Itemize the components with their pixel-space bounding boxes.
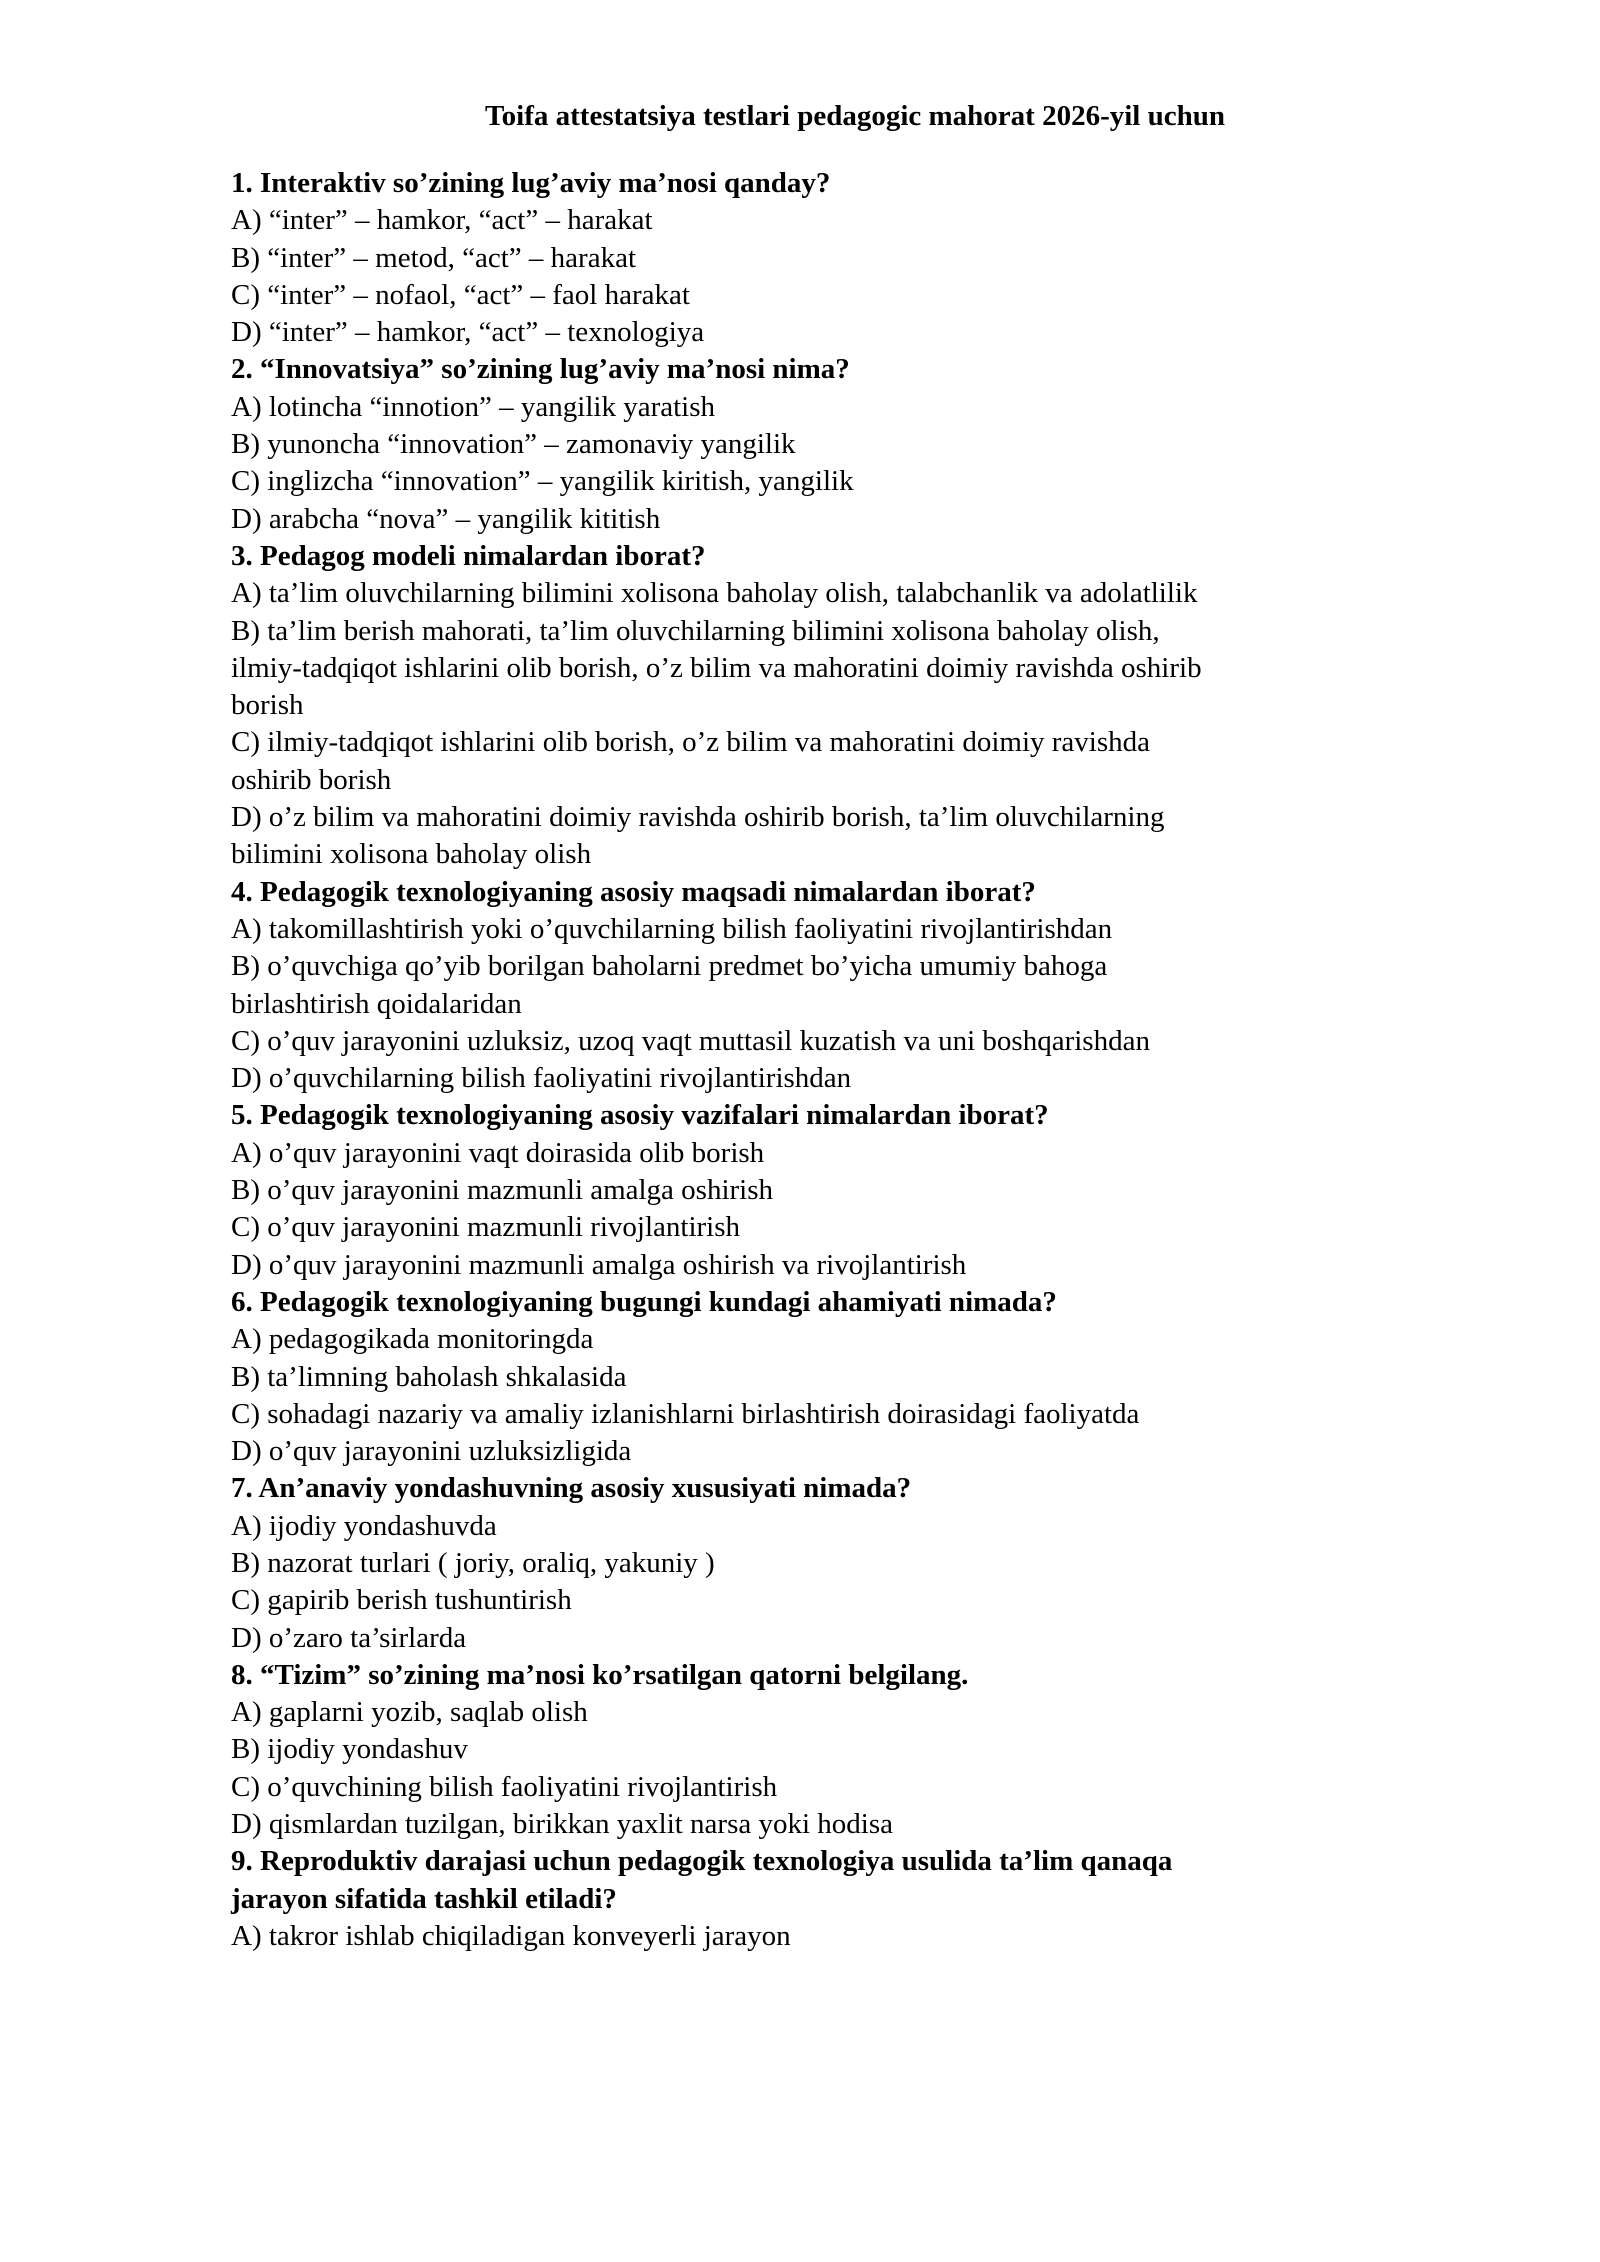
question-list xyxy=(231,165,1231,1955)
question-1 xyxy=(231,165,1231,351)
answer-option-a: A) lotincha “innotion” – yangilik yaratish xyxy=(231,390,716,423)
answer-option-b: B) ijodiy yondashuv xyxy=(231,1733,468,1766)
answer-option-d: D) o’z bilim va mahoratini doimiy ravishda oshirib borish, ta’lim oluvchilarning bilimini xolisona baholay olish xyxy=(231,801,1165,871)
question-9 xyxy=(231,1843,1231,1955)
answer-option-a: A) gaplarni yozib, saqlab olish xyxy=(231,1696,588,1729)
answer-option-a: A) ijodiy yondashuvda xyxy=(231,1509,497,1542)
answer-option-a: A) o’quv jarayonini vaqt doirasida olib borish xyxy=(231,1136,765,1169)
question-text: 5. Pedagogik texnologiyaning asosiy vazifalari nimalardan iborat? xyxy=(231,1099,1049,1132)
answer-option-d: D) qismlardan tuzilgan, birikkan yaxlit narsa yoki hodisa xyxy=(231,1808,894,1841)
question-8 xyxy=(231,1657,1231,1843)
answer-option-c: C) o’quv jarayonini mazmunli rivojlantirish xyxy=(231,1211,741,1244)
answer-option-c: C) sohadagi nazariy va amaliy izlanishlarni birlashtirish doirasidagi faoliyatda xyxy=(231,1397,1140,1430)
answer-option-d: D) o’quv jarayonini mazmunli amalga oshirish va rivojlantirish xyxy=(231,1248,967,1281)
question-7 xyxy=(231,1470,1231,1656)
question-text: 9. Reproduktiv darajasi uchun pedagogik texnologiya usulida ta’lim qanaqa jarayon sifatida tashkil etiladi? xyxy=(231,1845,1173,1915)
answer-option-d: D) o’quv jarayonini uzluksizligida xyxy=(231,1435,632,1468)
question-5 xyxy=(231,1097,1231,1283)
answer-option-a: A) takror ishlab chiqiladigan konveyerli jarayon xyxy=(231,1919,791,1952)
question-text: 4. Pedagogik texnologiyaning asosiy maqsadi nimalardan iborat? xyxy=(231,875,1036,908)
answer-option-b: B) o’quv jarayonini mazmunli amalga oshirish xyxy=(231,1174,774,1207)
answer-option-b: B) nazorat turlari ( joriy, oraliq, yakuniy ) xyxy=(231,1546,715,1579)
question-text: 6. Pedagogik texnologiyaning bugungi kundagi ahamiyati nimada? xyxy=(231,1285,1057,1318)
answer-option-d: D) o’zaro ta’sirlarda xyxy=(231,1621,467,1654)
answer-option-a: A) pedagogikada monitoringda xyxy=(231,1323,594,1356)
answer-option-d: D) “inter” – hamkor, “act” – texnologiya xyxy=(231,316,705,349)
question-4 xyxy=(231,874,1231,1098)
question-3 xyxy=(231,538,1231,874)
question-text: 1. Interaktiv so’zining lug’aviy ma’nosi qanday? xyxy=(231,167,831,199)
answer-option-a: A) “inter” – hamkor, “act” – harakat xyxy=(231,204,653,237)
answer-option-c: C) ilmiy-tadqiqot ishlarini olib borish, o’z bilim va mahoratini doimiy ravishda oshirib borish xyxy=(231,726,1151,796)
answer-option-b: B) “inter” – metod, “act” – harakat xyxy=(231,241,636,274)
answer-option-c: C) inglizcha “innovation” – yangilik kiritish, yangilik xyxy=(231,465,854,498)
question-text: 3. Pedagog modeli nimalardan iborat? xyxy=(231,539,706,572)
question-6 xyxy=(231,1284,1231,1470)
question-text: 8. “Tizim” so’zining ma’nosi ko’rsatilgan qatorni belgilang. xyxy=(231,1658,969,1691)
answer-option-b: B) ta’lim berish mahorati, ta’lim oluvchilarning bilimini xolisona baholay olish, ilmiy-tadqiqot ishlarini olib borish, o’z bilim va mahoratini doimiy ravishda oshirib borish xyxy=(231,614,1202,722)
answer-option-a: A) takomillashtirish yoki o’quvchilarning bilish faoliyatini rivojlantirishdan xyxy=(231,912,1113,945)
answer-option-b: B) ta’limning baholash shkalasida xyxy=(231,1360,627,1393)
document-title: Toifa attestatsiya testlari pedagogic mahorat 2026-yil uchun xyxy=(484,100,1225,132)
question-text: 7. An’anaviy yondashuvning asosiy xususiyati nimada? xyxy=(231,1472,912,1505)
answer-option-c: C) gapirib berish tushuntirish xyxy=(231,1584,572,1617)
answer-option-d: D) o’quvchilarning bilish faoliyatini rivojlantirishdan xyxy=(231,1062,852,1095)
answer-option-d: D) arabcha “nova” – yangilik kititish xyxy=(231,502,661,535)
answer-option-c: C) o’quvchining bilish faoliyatini rivojlantirish xyxy=(231,1770,778,1803)
answer-option-b: B) o’quvchiga qo’yib borilgan baholarni predmet bo’yicha umumiy bahoga birlashtirish qoidalaridan xyxy=(231,950,1108,1020)
question-2 xyxy=(231,351,1231,537)
question-text: 2. “Innovatsiya” so’zining lug’aviy ma’nosi nima? xyxy=(231,353,850,386)
answer-option-b: B) yunoncha “innovation” – zamonaviy yangilik xyxy=(231,428,796,461)
answer-option-c: C) “inter” – nofaol, “act” – faol harakat xyxy=(231,278,690,311)
answer-option-a: A) ta’lim oluvchilarning bilimini xolisona baholay olish, talabchanlik va adolatlilik xyxy=(231,577,1198,610)
answer-option-c: C) o’quv jarayonini uzluksiz, uzoq vaqt muttasil kuzatish va uni boshqarishdan xyxy=(231,1024,1150,1057)
